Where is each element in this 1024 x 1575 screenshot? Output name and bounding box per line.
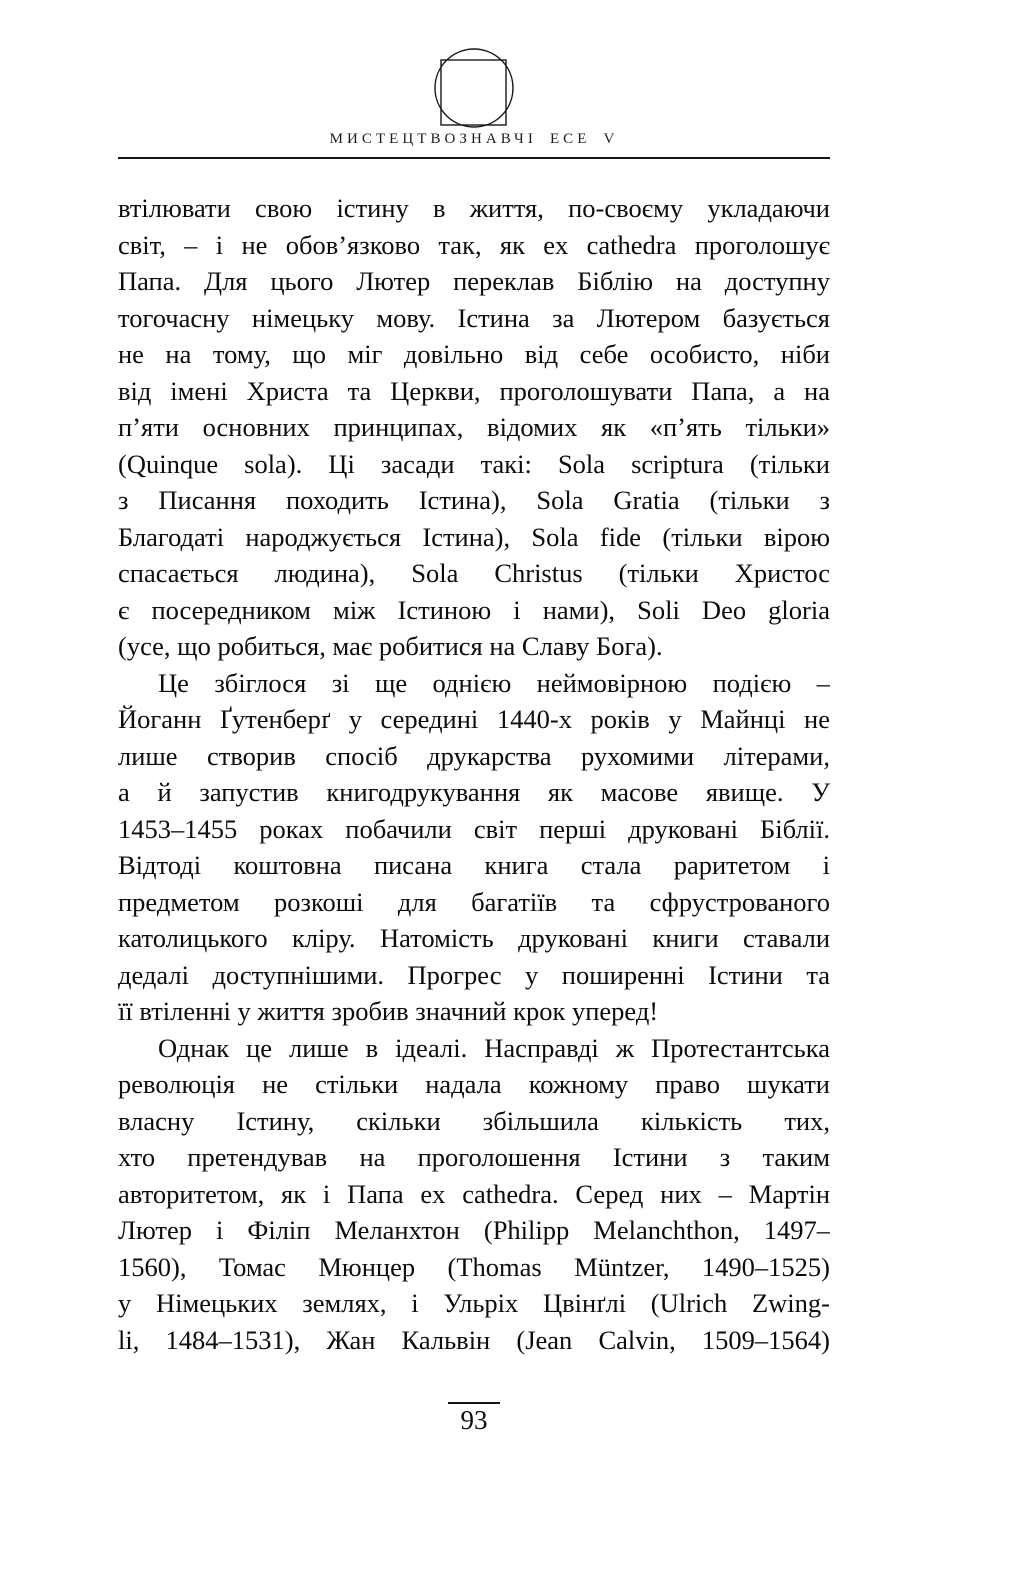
text-line: не на тому, що міг довільно від себе особисто, ніби bbox=[118, 339, 830, 369]
text-line: спасається людина), Sola Christus (тільки Христос bbox=[118, 558, 830, 588]
page-footer bbox=[118, 1402, 830, 1436]
header-rule bbox=[118, 157, 830, 159]
text-line: Це збіглося зі ще однією неймовірною подією – bbox=[158, 667, 830, 698]
text-line: Однак це лише в ідеалі. Насправді ж Протестантська bbox=[158, 1032, 830, 1063]
text-line: від імені Христа та Церкви, проголошувати Папа, а на bbox=[118, 375, 830, 406]
text-line: є посередником між Істиною і нами), Soli Deo gloria bbox=[118, 594, 830, 625]
text-line: (Quinque sola). Ці засади такі: Sola scriptura (тільки bbox=[118, 448, 830, 479]
text-line: дедалі доступнішими. Прогрес у поширенні Істини та bbox=[118, 959, 830, 990]
running-header-title: МИСТЕЦТВОЗНАВЧІ ЕСЕ V bbox=[329, 131, 619, 147]
text-line: тогочасну німецьку мову. Істина за Лютером базується bbox=[118, 302, 830, 333]
text-line: власну Істину, скільки збільшила кількість тих, bbox=[118, 1105, 830, 1136]
text-line: Йоганн Ґутенберґ у середині 1440-х років у Майнці не bbox=[118, 704, 830, 734]
text-line: п’яти основних принципах, відомих як «п’ять тільки» bbox=[118, 412, 830, 442]
publisher-logo bbox=[118, 47, 830, 131]
text-line: з Писання походить Істина), Sola Gratia (тільки з bbox=[118, 485, 830, 515]
text-line: хто претендував на проголошення Істини з таким bbox=[118, 1142, 830, 1172]
text-line: 1453–1455 роках побачили світ перші друковані Біблії. bbox=[118, 813, 830, 844]
text-line: а й запустив книгодрукування як масове явище. У bbox=[118, 777, 830, 807]
text-line: світ, – і не обов’язково так, як ex cathedra проголошує bbox=[118, 229, 830, 260]
text-line: втілювати свою істину в життя, по-своєму укладаючи bbox=[118, 193, 830, 223]
text-line: її втіленні у життя зробив значний крок уперед! bbox=[118, 996, 659, 1026]
text-line: Лютер і Філіп Меланхтон (Philipp Melanchthon, 1497– bbox=[118, 1215, 830, 1245]
text-line: у Німецьких землях, і Ульріх Цвінґлі (Ulrich Zwing- bbox=[118, 1288, 830, 1318]
text-line: лише створив спосіб друкарства рухомими літерами, bbox=[118, 740, 830, 771]
text-line: авторитетом, як і Папа ex cathedra. Серед них – Мартін bbox=[118, 1178, 830, 1209]
page-number: 93 bbox=[460, 1405, 488, 1435]
circle-square-emblem-icon bbox=[425, 47, 523, 129]
text-line: католицького кліру. Натомість друковані книги ставали bbox=[118, 923, 830, 953]
text-line: Благодаті народжується Істина), Sola fide (тільки вірою bbox=[118, 521, 830, 552]
text-line: Відтоді коштовна писана книга стала раритетом і bbox=[118, 850, 830, 880]
text-line: 1560), Томас Мюнцер (Thomas Müntzer, 1490–1525) bbox=[118, 1251, 830, 1282]
text-line: революція не стільки надала кожному право шукати bbox=[118, 1069, 830, 1099]
text-line: (усе, що робиться, має робитися на Славу Бога). bbox=[118, 631, 663, 661]
text-line: li, 1484–1531), Жан Кальвін (Jean Calvin, 1509–1564) bbox=[118, 1324, 830, 1355]
text-line: предметом розкоші для багатіїв та сфрустрованого bbox=[118, 886, 830, 917]
text-line: Папа. Для цього Лютер переклав Біблію на доступну bbox=[118, 266, 830, 296]
body-text bbox=[118, 190, 830, 1358]
